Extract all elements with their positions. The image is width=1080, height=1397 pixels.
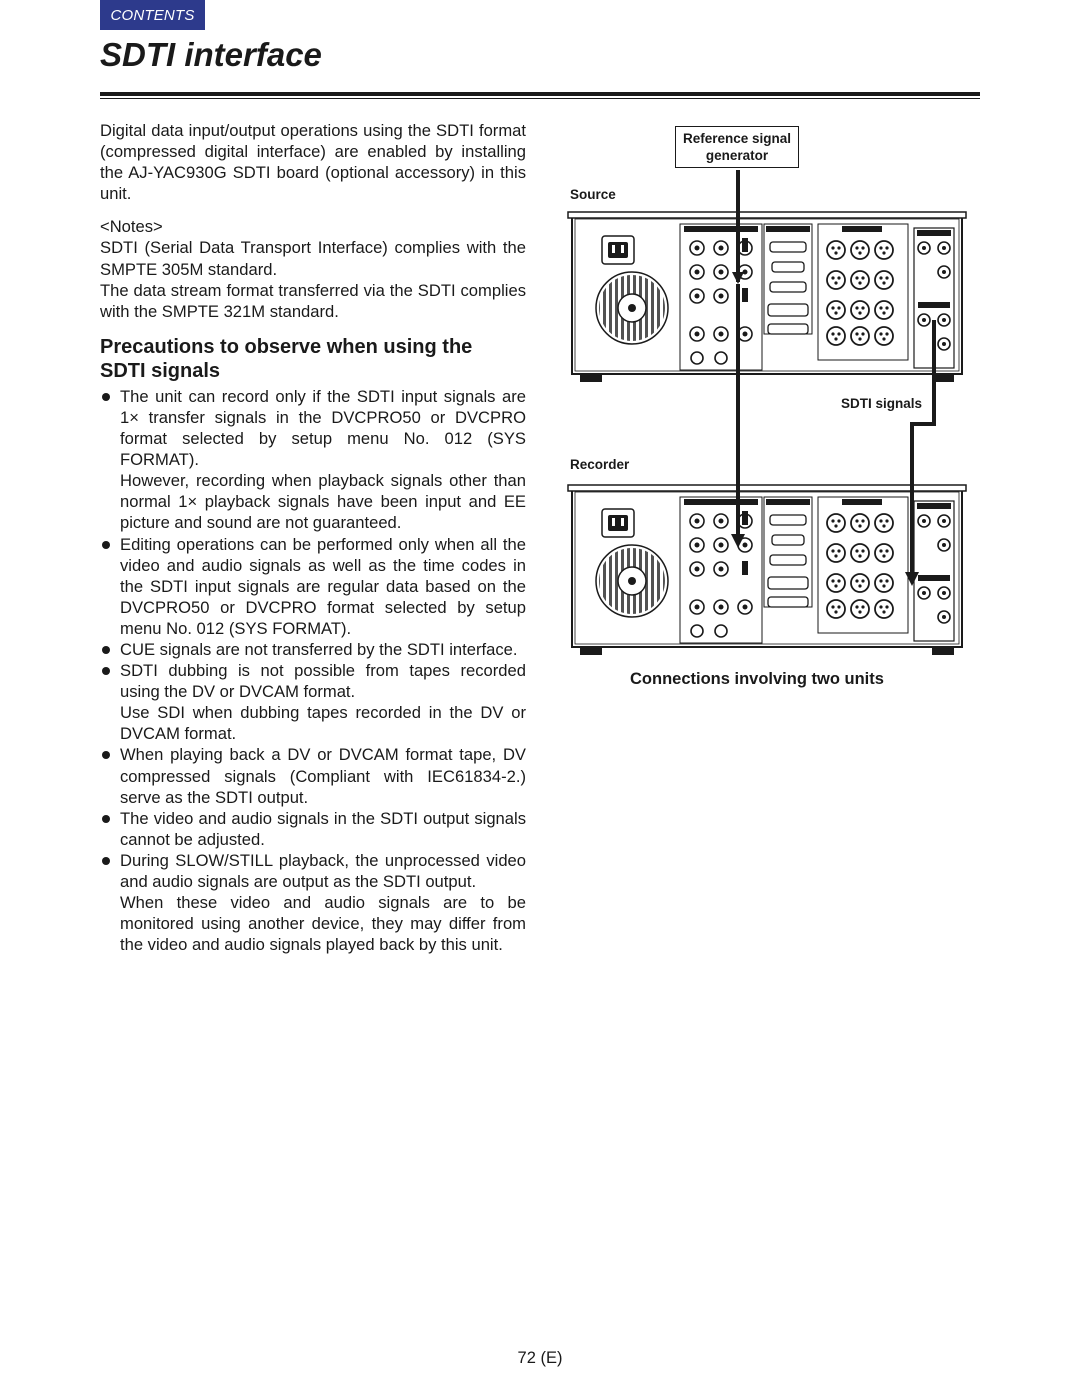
list-item-text: During SLOW/STILL playback, the unprocessed video and audio signals are output as the SDTI output. (120, 850, 526, 891)
list-item-extra: When these video and audio signals are to be monitored using another device, they may differ from the video and audio signals played back by this unit. (120, 893, 526, 955)
source-label: Source (570, 187, 616, 202)
list-item-extra: However, recording when playback signals other than normal 1× playback signals have been input and EE picture and sound are not guaranteed. (120, 471, 526, 533)
page-number: 72 (E) (517, 1349, 563, 1367)
connection-diagram (560, 120, 980, 720)
notes-heading: <Notes> (100, 217, 163, 237)
precautions-heading-line2: SDTI signals (100, 359, 221, 382)
list-item (100, 850, 526, 955)
left-column (100, 120, 526, 955)
list-item (100, 639, 526, 660)
precautions-list (100, 386, 526, 956)
precautions-heading (100, 335, 526, 383)
list-item-text: SDTI dubbing is not possible from tapes recorded using the DV or DVCAM format. (120, 661, 526, 702)
list-item (100, 534, 526, 639)
list-item (100, 744, 526, 807)
list-item-text: Editing operations can be performed only when all the video and audio signals as well as the time codes in the SDTI input signals are regular data based on the DVCPRO50 or DVCPRO format selected by setup menu No. 012 (SYS FORMAT). (120, 534, 526, 638)
note-2: The data stream format transferred via the SDTI complies with the SMPTE 321M standard. (100, 280, 526, 321)
recorder-label: Recorder (570, 457, 630, 472)
list-item (100, 386, 526, 534)
ref-line-1: Reference signal (682, 131, 792, 146)
ref-line-2: generator (705, 148, 769, 163)
list-item (100, 808, 526, 850)
precautions-heading-line1: Precautions to observe when using the (100, 335, 473, 358)
title-rule-thin (100, 98, 980, 99)
title-rule (100, 92, 980, 96)
reference-signal-generator-box (675, 126, 799, 168)
connection-diagram-art (560, 120, 980, 665)
list-item-extra: Use SDI when dubbing tapes recorded in the DV or DVCAM format. (120, 703, 526, 744)
diagram-caption: Connections involving two units (630, 670, 884, 688)
intro-paragraph: Digital data input/output operations using the SDTI format (compressed digital interface) are enabled by installing the AJ-YAC930G SDTI board (optional accessory) in this unit. (100, 121, 526, 204)
list-item-text: When playing back a DV or DVCAM format tape, DV compressed signals (Compliant with IEC61834-2.) serve as the SDTI output. (120, 745, 526, 807)
sdti-signals-label: SDTI signals (841, 396, 923, 411)
contents-button[interactable]: CONTENTS (100, 0, 205, 30)
list-item-text: The video and audio signals in the SDTI output signals cannot be adjusted. (120, 808, 526, 849)
list-item (100, 660, 526, 744)
list-item-text: CUE signals are not transferred by the SDTI interface. (120, 639, 518, 659)
note-1: SDTI (Serial Data Transport Interface) complies with the SMPTE 305M standard. (100, 238, 526, 279)
page-title: SDTI interface (100, 36, 322, 73)
list-item-text: The unit can record only if the SDTI input signals are 1× transfer signals in the DVCPRO50 or DVCPRO format selected by setup menu No. 012 (SYS FORMAT). (120, 386, 526, 470)
